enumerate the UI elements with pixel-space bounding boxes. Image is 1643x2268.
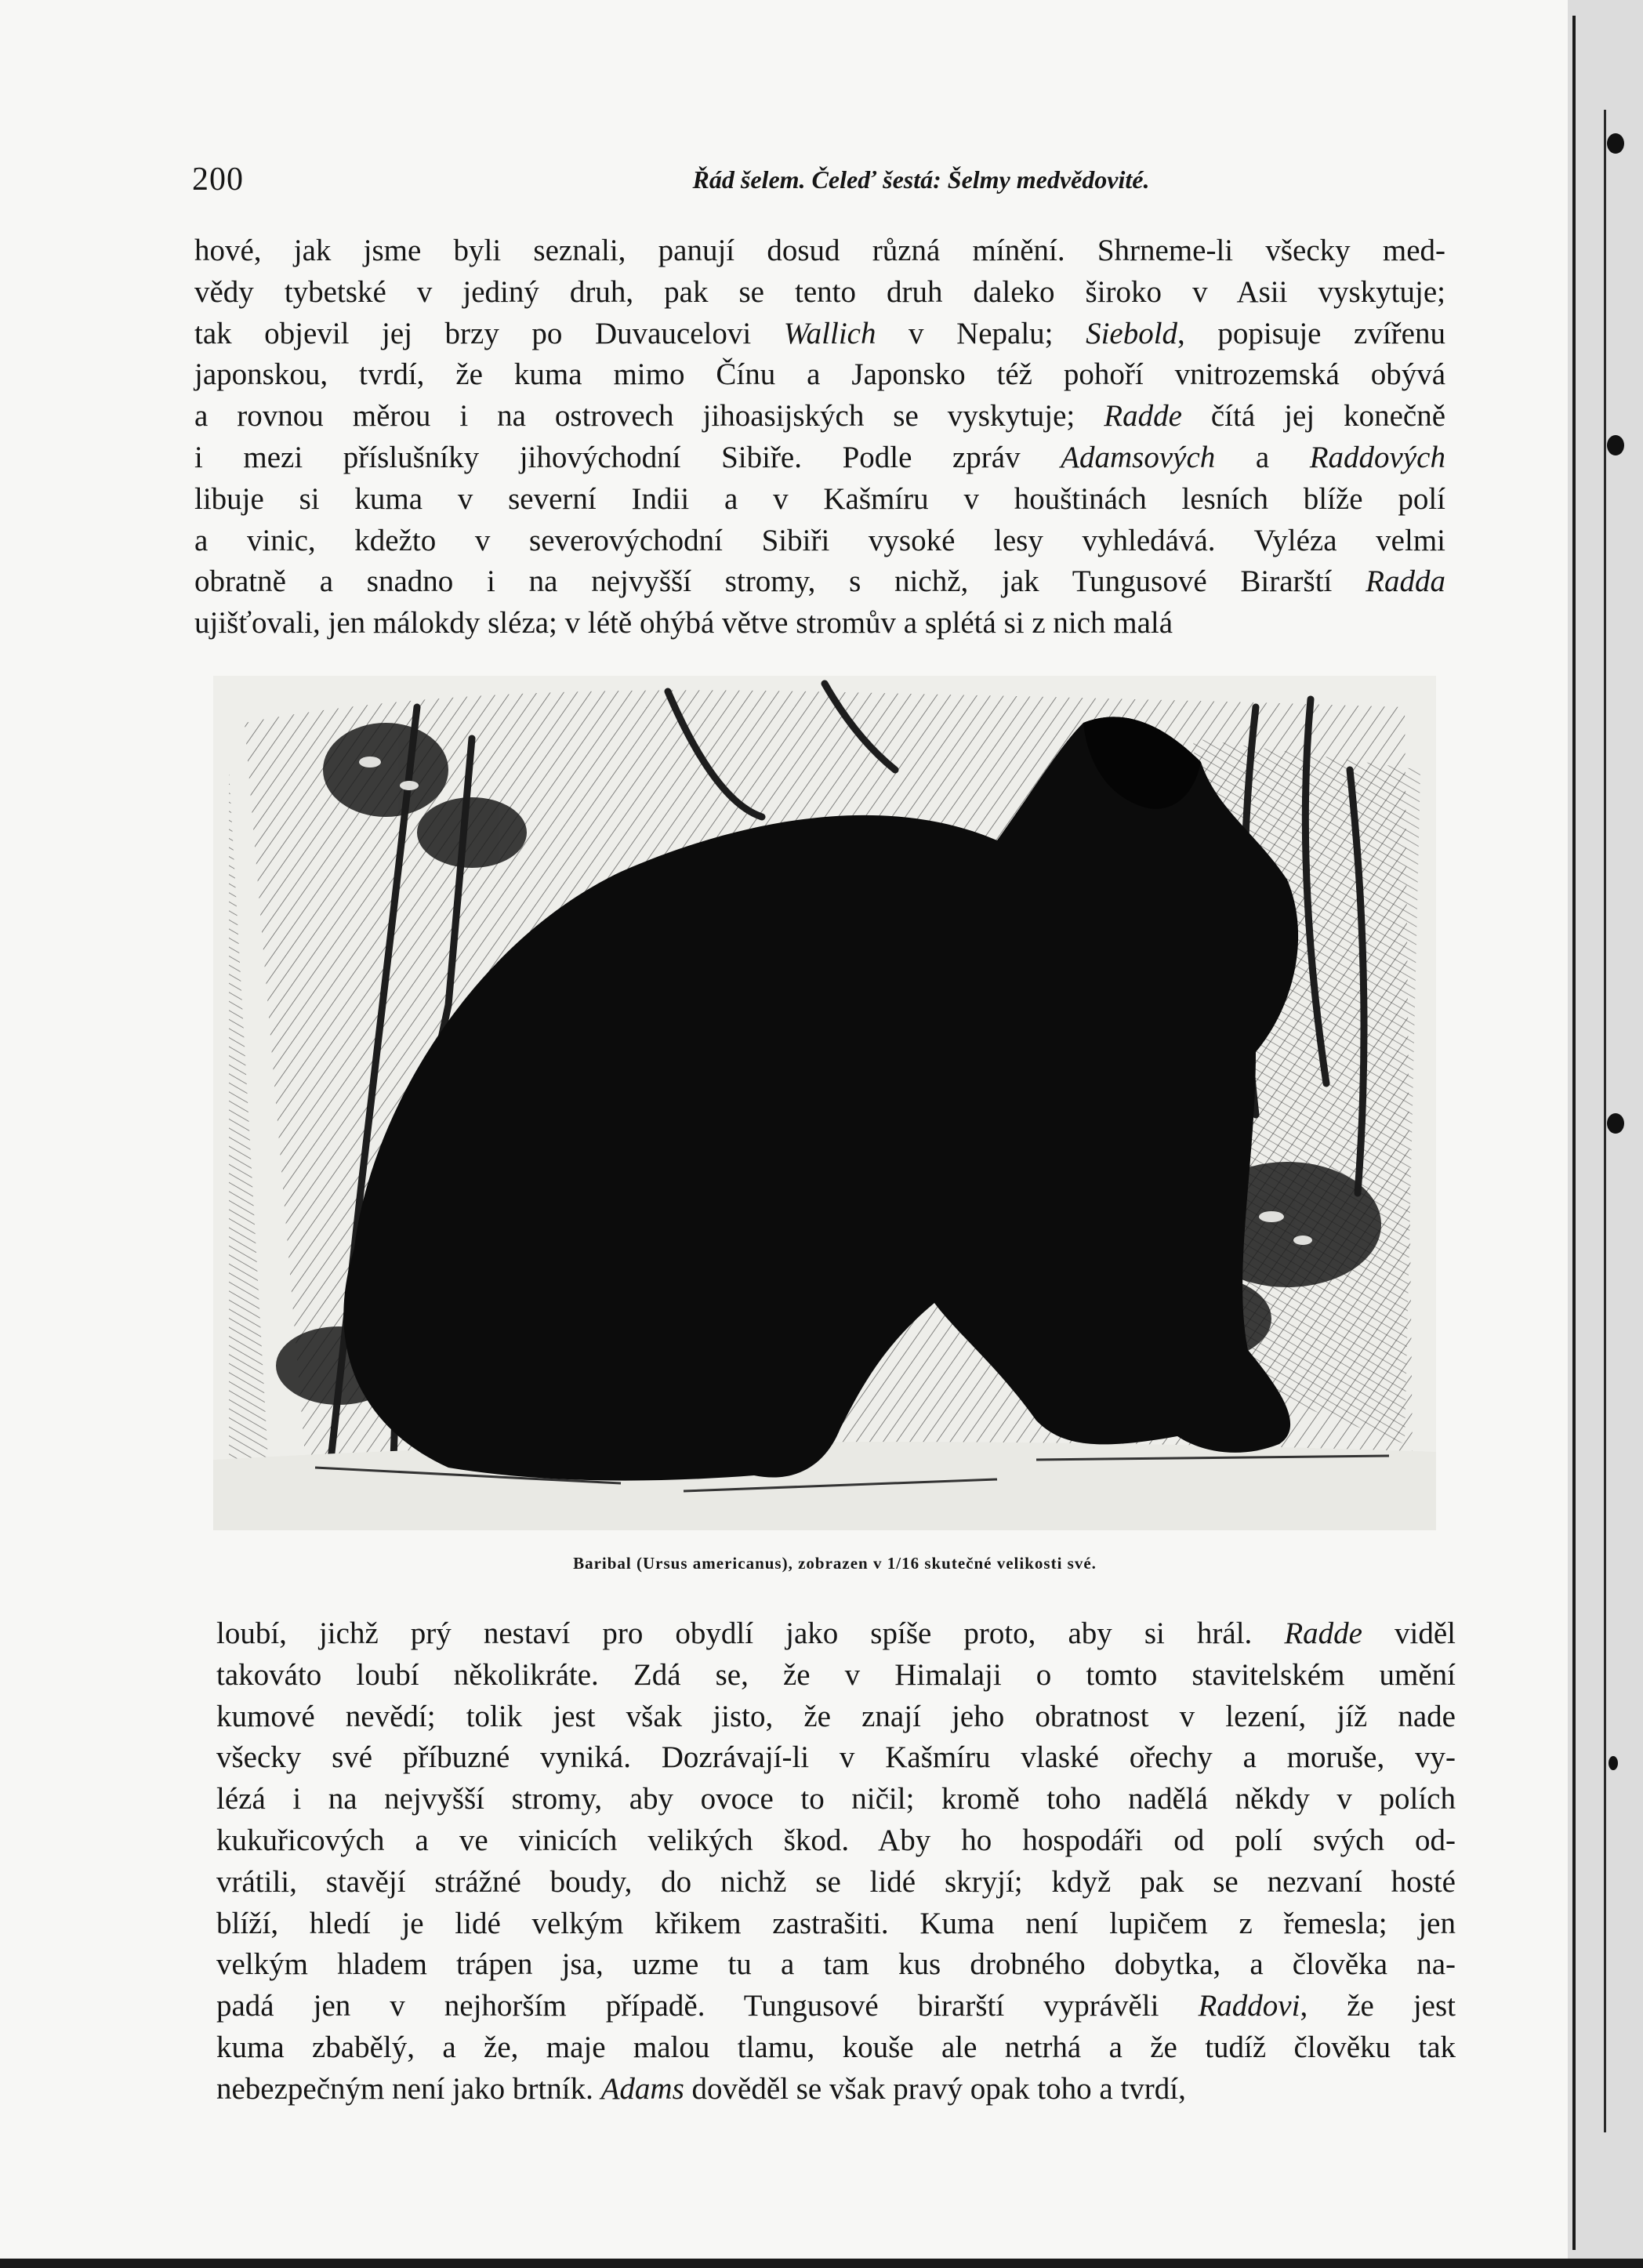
text-line: padá jen v nejhorším případě. Tungusové birarští vyprávěli Raddovi, že jest (216, 1989, 1456, 2023)
scan-edge-line (1572, 16, 1576, 2250)
text-line: kumové nevědí; tolik jest však jisto, že znají jeho obratnost v lezení, jíž nade (216, 1699, 1456, 1733)
text-line: a rovnou měrou i na ostrovech jihoasijských se vyskytuje; Radde čítá jej konečně (194, 399, 1446, 434)
paragraph-bottom (216, 1613, 1456, 2110)
text-line: takováto loubí několikráte. Zdá se, že v Himalaji o tomto stavitelském umění (216, 1657, 1456, 1692)
text-line: vrátili, stavějí strážné boudy, do nichž se lidé skryjí; když pak se nezvaní hosté (216, 1864, 1456, 1899)
text-line: kukuřicových a ve vinicích velikých škod. Aby ho hospodáři od polí svých od- (216, 1823, 1456, 1857)
scan-edge-line (1604, 110, 1606, 2132)
text-line: blíží, hledí je lidé velkým křikem zastrašiti. Kuma není lupičem z řemesla; jen (216, 1906, 1456, 1940)
text-line: nebezpečným není jako brtník. Adams dověděl se však pravý opak toho a tvrdí, (216, 2071, 1186, 2106)
text-line: všecky své příbuzné vyniká. Dozrávají-li v Kašmíru vlaské ořechy a moruše, vy- (216, 1740, 1456, 1775)
binding-mark (1607, 133, 1624, 154)
figure-caption: Baribal (Ursus americanus), zobrazen v 1/16 skutečné velikosti své. (573, 1554, 1097, 1573)
text-line: loubí, jichž prý nestaví pro obydlí jako spíše proto, aby si hrál. Radde viděl (216, 1617, 1456, 1650)
page-header (192, 161, 1446, 208)
text-line: ujišťovali, jen málokdy sléza; v létě ohýbá větve stromův a splétá si z nich malá (194, 606, 1173, 640)
text-line: hové, jak jsme byli seznali, panují dosud různá mínění. Shrneme-li všecky med- (194, 234, 1445, 267)
text-line: a vinic, kdežto v severovýchodní Sibiři vysoké lesy vyhledává. Vyléza velmi (194, 523, 1445, 557)
text-line: velkým hladem trápen jsa, uzme tu a tam kus drobného dobytka, a člověka na- (216, 1947, 1456, 1982)
text-line: libuje si kuma v severní Indii a v Kašmíru v houštinách lesních blíže polí (194, 481, 1445, 516)
bear-illustration (213, 676, 1436, 1530)
text-line: i mezi příslušníky jihovýchodní Sibiře. Podle zpráv Adamsových a Raddových (194, 440, 1445, 474)
bear-engraving (213, 676, 1436, 1530)
text-line: japonskou, tvrdí, že kuma mimo Čínu a Japonsko též pohoří vnitrozemská obývá (194, 357, 1445, 392)
text-line: vědy tybetské v jediný druh, pak se tento druh daleko široko v Asii vyskytuje; (194, 274, 1445, 309)
text-line: kuma zbabělý, a že, maje malou tlamu, kouše ale netrhá a že tudíž člověku tak (216, 2030, 1456, 2064)
paragraph-top (194, 230, 1445, 644)
text-line: obratně a snadno i na nejvyšší stromy, s nichž, jak Tungusové Birarští Radda (194, 564, 1445, 599)
running-head: Řád šelem. Čeleď šestá: Šelmy medvědovité. (692, 165, 1150, 194)
scan-bottom-band (0, 2259, 1643, 2268)
binding-mark (1607, 1113, 1624, 1134)
page-number: 200 (192, 161, 244, 198)
binding-mark (1607, 435, 1624, 455)
binding-mark (1609, 1756, 1618, 1770)
text-line: tak objevil jej brzy po Duvaucelovi Wallich v Nepalu; Siebold, popisuje zvířenu (194, 316, 1445, 350)
text-line: lézá i na nejvyšší stromy, aby ovoce to ničil; kromě toho nadělá někdy v polích (216, 1782, 1456, 1816)
